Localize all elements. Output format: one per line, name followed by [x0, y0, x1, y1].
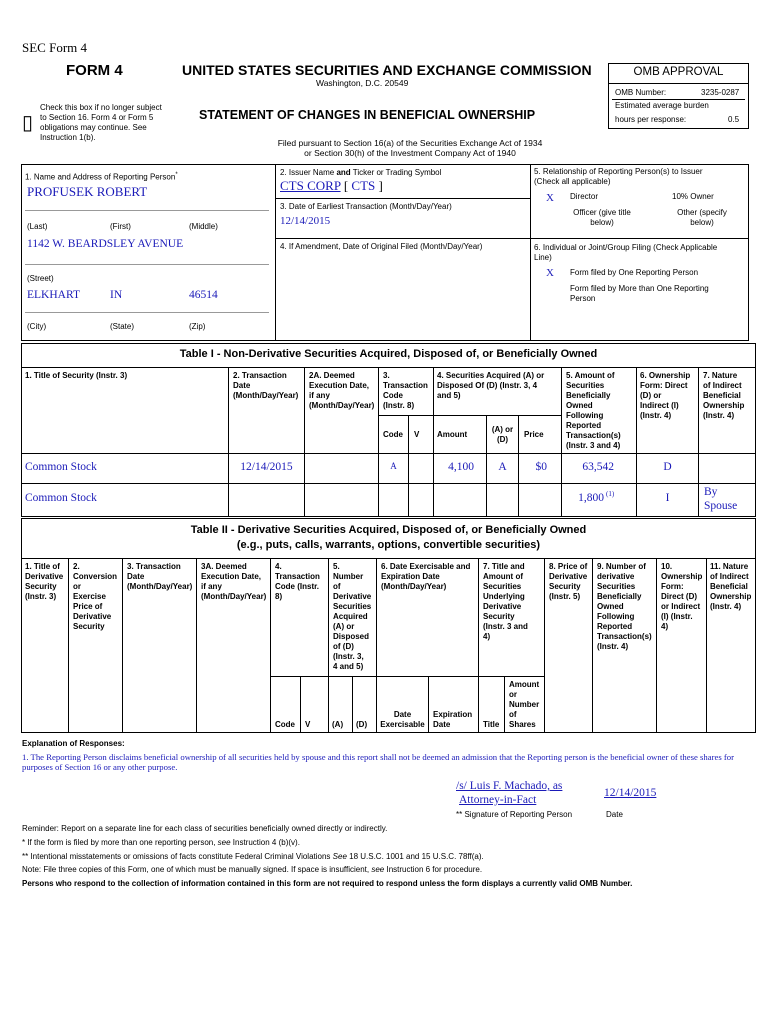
t2-col-title: 1. Title of Derivative Security (Instr. 3): [25, 562, 64, 601]
filed-pursuant: Filed pursuant to Section 16(a) of the Securities Exchange Act of 1934 or Section 30(h) of the Investment Company Act of 1940: [277, 138, 543, 158]
t2-sub-expiration: Expiration Date: [433, 710, 473, 729]
filing-label: 6. Individual or Joint/Group Filing (Check Applicable Line): [534, 243, 718, 262]
t2-sub-date-exercisable: Date Exercisable: [380, 710, 425, 729]
t1-row2-title: Common Stock: [25, 492, 97, 504]
t1-col-date: 2. Transaction Date (Month/Day/Year): [233, 371, 299, 400]
footer-note-1: * If the form is filed by more than one reporting person, see Instruction 4 (b)(v).: [22, 838, 300, 847]
reporting-person-name: PROFUSEK ROBERT: [27, 184, 148, 199]
t1-sub-code: Code: [383, 430, 403, 439]
zip-value: 46514: [189, 289, 218, 301]
earliest-transaction-label: 3. Date of Earliest Transaction (Month/Day/Year): [280, 202, 452, 211]
state-label: (State): [110, 322, 135, 331]
signature-name: /s/ Luis F. Machado, as Attorney-in-Fact: [456, 780, 563, 806]
ten-percent-owner-label: 10% Owner: [672, 192, 714, 201]
page-title: SEC Form 4: [22, 40, 88, 55]
omb-number-value: 3235-0287: [701, 88, 740, 97]
omb-title: OMB APPROVAL: [633, 66, 724, 78]
first-label: (First): [110, 222, 131, 231]
t2-col-ownership-form: 10. Ownership Form: Direct (D) or Indirect (I) (Instr. 4): [661, 562, 703, 631]
t2-sub-title: Title: [483, 720, 500, 729]
state-value: IN: [110, 289, 123, 301]
t1-sub-price: Price: [524, 430, 544, 439]
t2-col-number: 5. Number of Derivative Securities Acquired (A) or Disposed of (D) (Instr. 3, 4 and 5): [333, 562, 372, 671]
omb-number-label: OMB Number:: [615, 88, 667, 97]
t2-sub-a: (A): [332, 720, 344, 729]
one-person-label: Form filed by One Reporting Person: [570, 268, 699, 277]
table1-title: Table I - Non-Derivative Securities Acquired, Disposed of, or Beneficially Owned: [179, 348, 598, 360]
t2-col-nature: 11. Nature of Indirect Beneficial Ownership (Instr. 4): [710, 562, 752, 611]
t1-row1-owned: 63,542: [582, 461, 614, 473]
t2-col-date: 3. Transaction Date (Month/Day/Year): [127, 562, 193, 591]
t2-col-conversion: 2. Conversion or Exercise Price of Derivative Security: [73, 562, 118, 631]
t1-col-acquired: 4. Securities Acquired (A) or Disposed Of (D) (Instr. 3, 4 and 5): [437, 371, 545, 400]
one-person-mark[interactable]: X: [546, 267, 554, 279]
t1-row1-title: Common Stock: [25, 461, 97, 473]
t1-row2-owned-footnote: (1): [606, 490, 615, 498]
t2-sub-code: Code: [275, 720, 295, 729]
t1-col-title: 1. Title of Security (Instr. 3): [25, 371, 128, 380]
city-value: ELKHART: [27, 289, 80, 301]
omb-hours-label: hours per response:: [615, 115, 687, 124]
omb-burden-label: Estimated average burden: [615, 101, 709, 110]
t1-row1-aord: A: [498, 461, 507, 473]
footer-note-3: Note: File three copies of this Form, one of which must be manually signed. If space is insufficient, see Instruction 6 for procedure.: [22, 865, 483, 874]
more-persons-label: Form filed by More than One Reporting Person: [570, 284, 709, 303]
footnote-1: 1. The Reporting Person disclaims beneficial ownership of all securities held by spouse and this report shall not be deemed an admission that the Reporting person is the beneficial owner of these shares for purposes of Section 16 or any other purpose.: [22, 752, 735, 772]
checkbox-text: Check this box if no longer subject to Section 16. Form 4 or Form 5 obligations may continue. See Instruction 1(b).: [40, 103, 162, 142]
street-address: 1142 W. BEARDSLEY AVENUE: [27, 238, 184, 250]
omb-hours-value: 0.5: [728, 115, 740, 124]
zip-label: (Zip): [189, 322, 206, 331]
t2-col-owned: 9. Number of derivative Securities Beneficially Owned Following Reported Transaction(s) (Instr. 4): [597, 562, 652, 651]
earliest-transaction-date: 12/14/2015: [280, 215, 331, 227]
explanation-heading: Explanation of Responses:: [22, 739, 125, 748]
director-label: Director: [570, 192, 599, 201]
reporting-person-label: 1. Name and Address of Reporting Person*: [25, 172, 178, 182]
t1-sub-aord: (A) or (D): [491, 425, 514, 444]
t2-col-exercisable: 6. Date Exercisable and Expiration Date (Month/Day/Year): [381, 562, 471, 591]
issuer-name-ticker: CTS CORP [ CTS ]: [280, 178, 383, 193]
signature-date-label: Date: [606, 810, 623, 819]
footer-omb-notice: Persons who respond to the collection of information contained in this form are not required to respond unless the form displays a currently valid OMB Number.: [22, 879, 633, 888]
table2-title: Table II - Derivative Securities Acquired, Disposed of, or Beneficially Owned (e.g., puts, calls, warrants, options, convertible securities): [190, 524, 587, 551]
officer-label: Officer (give title below): [573, 208, 631, 227]
issuer-label: 2. Issuer Name and Ticker or Trading Symbol: [280, 168, 442, 177]
agency-title: UNITED STATES SECURITIES AND EXCHANGE COMMISSION: [182, 62, 592, 78]
street-label: (Street): [27, 274, 54, 283]
t2-col-deemed: 3A. Deemed Execution Date, if any (Month/Day/Year): [201, 562, 267, 601]
t1-col-deemed: 2A. Deemed Execution Date, if any (Month/Day/Year): [309, 371, 375, 410]
t1-col-ownership-form: 6. Ownership Form: Direct (D) or Indirect (I) (Instr. 4): [640, 371, 691, 420]
t1-col-amount-owned: 5. Amount of Securities Beneficially Owned Following Reported Transaction(s) (Instr. 3 and 4): [566, 371, 621, 450]
other-label: Other (specify below): [677, 208, 727, 227]
last-label: (Last): [27, 222, 48, 231]
t2-sub-v: V: [305, 720, 311, 729]
t1-row2-nature: By Spouse: [704, 486, 738, 512]
relationship-label: 5. Relationship of Reporting Person(s) to Issuer (Check all applicable): [534, 167, 703, 186]
t1-row1-amount: 4,100: [448, 461, 474, 473]
t2-sub-d: (D): [356, 720, 368, 729]
t1-col-code: 3. Transaction Code (Instr. 8): [383, 371, 428, 410]
t1-row1-code: A: [390, 461, 397, 471]
signature-label: ** Signature of Reporting Person: [456, 810, 573, 819]
footer-note-2: ** Intentional misstatements or omissions of facts constitute Federal Criminal Violations See 18 U.S.C. 1001 and 15 U.S.C. 78ff(a).: [22, 852, 484, 861]
t2-sub-amount-shares: Amount or Number of Shares: [509, 680, 540, 729]
city-label: (City): [27, 322, 47, 331]
t2-col-code: 4. Transaction Code (Instr. 8): [275, 562, 320, 601]
form-label: FORM 4: [66, 62, 123, 79]
signature-date: 12/14/2015: [604, 787, 657, 799]
reminder-text: Reminder: Report on a separate line for each class of securities beneficially owned directly or indirectly.: [22, 824, 388, 833]
statement-title: STATEMENT OF CHANGES IN BENEFICIAL OWNERSHIP: [199, 108, 536, 122]
t1-row1-form: D: [663, 461, 672, 473]
t2-col-underlying: 7. Title and Amount of Securities Underlying Derivative Security (Instr. 3 and 4): [483, 562, 528, 641]
t1-row1-date: 12/14/2015: [240, 461, 293, 473]
amendment-label: 4. If Amendment, Date of Original Filed (Month/Day/Year): [280, 242, 483, 251]
t1-row2-form: I: [665, 492, 670, 504]
t1-sub-v: V: [414, 430, 420, 439]
agency-location: Washington, D.C. 20549: [316, 78, 409, 88]
t1-row2-owned: 1,800: [578, 492, 604, 504]
t2-col-price: 8. Price of Derivative Security (Instr. 5): [549, 562, 588, 601]
t1-sub-amount: Amount: [437, 430, 468, 439]
middle-label: (Middle): [189, 222, 218, 231]
t1-row1-price: $0: [535, 461, 547, 473]
t1-col-nature: 7. Nature of Indirect Beneficial Ownership (Instr. 4): [703, 371, 745, 420]
director-mark[interactable]: X: [546, 192, 554, 204]
no-longer-subject-checkbox[interactable]: ▯: [22, 112, 34, 134]
